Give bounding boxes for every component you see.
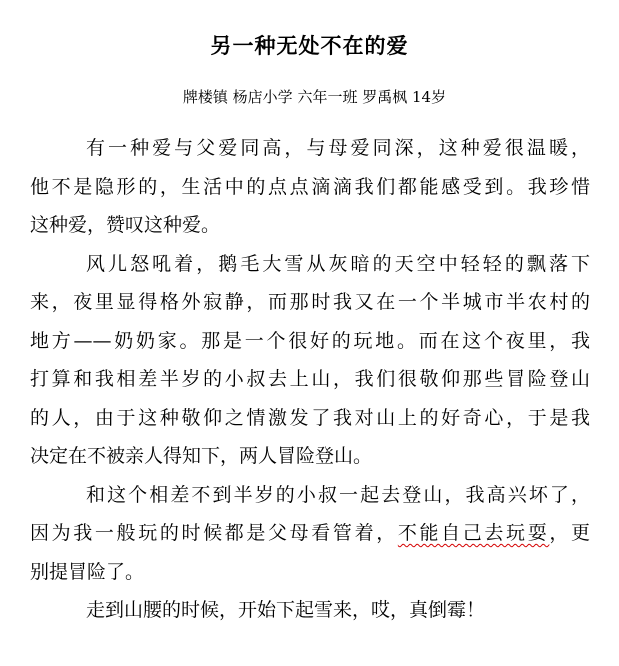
paragraph-3-line-2-text: 因为我一般玩的时候都是父母看管着， [30,522,398,544]
document-title: 另一种无处不在的爱 [210,34,409,58]
paragraph-3-line-2 [30,514,590,553]
document-body [30,129,590,630]
paragraph-1-line-2: 他不是隐形的，生活中的点点滴滴我们都能感受到。我珍惜 [30,175,590,198]
paragraph-4-line-1: 走到山腰的时候，开始下起雪来，哎，真倒霉！ [86,599,486,621]
paragraph-3-line-1: 和这个相差不到半岁的小叔一起去登山，我高兴坏了， [86,483,590,506]
paragraph-2-line-5: 的人，由于这种敬仰之情激发了我对山上的好奇心，于是我 [30,406,590,429]
paragraph-2-line-6: 决定在不被亲人得知下，两人冒险登山。 [30,445,373,467]
paragraph-3-line-2-tail: ，更 [549,522,590,544]
paragraph-2-line-3: 地方——奶奶家。那是一个很好的玩地。而在这个夜里，我 [30,329,590,352]
spellcheck-marked-text: 不能自己去玩耍 [397,522,550,544]
paragraph-3-line-3: 别提冒险了。 [30,560,145,583]
paragraph-2-line-4: 打算和我相差半岁的小叔去上山，我们很敬仰那些冒险登山 [30,368,590,390]
paragraph-2-line-2: 来，夜里显得格外寂静，而那时我又在一个半城市半农村的 [30,291,590,313]
paragraph-2-line-1: 风儿怒吼着，鹅毛大雪从灰暗的天空中轻轻的飘落下 [86,252,590,275]
paragraph-1-line-3: 这种爱，赞叹这种爱。 [30,214,221,236]
paragraph-1-line-1: 有一种爱与父爱同高，与母爱同深，这种爱很温暖， [86,137,590,159]
author-byline: 牌楼镇 杨店小学 六年一班 罗禹枫 14岁 [182,88,447,106]
